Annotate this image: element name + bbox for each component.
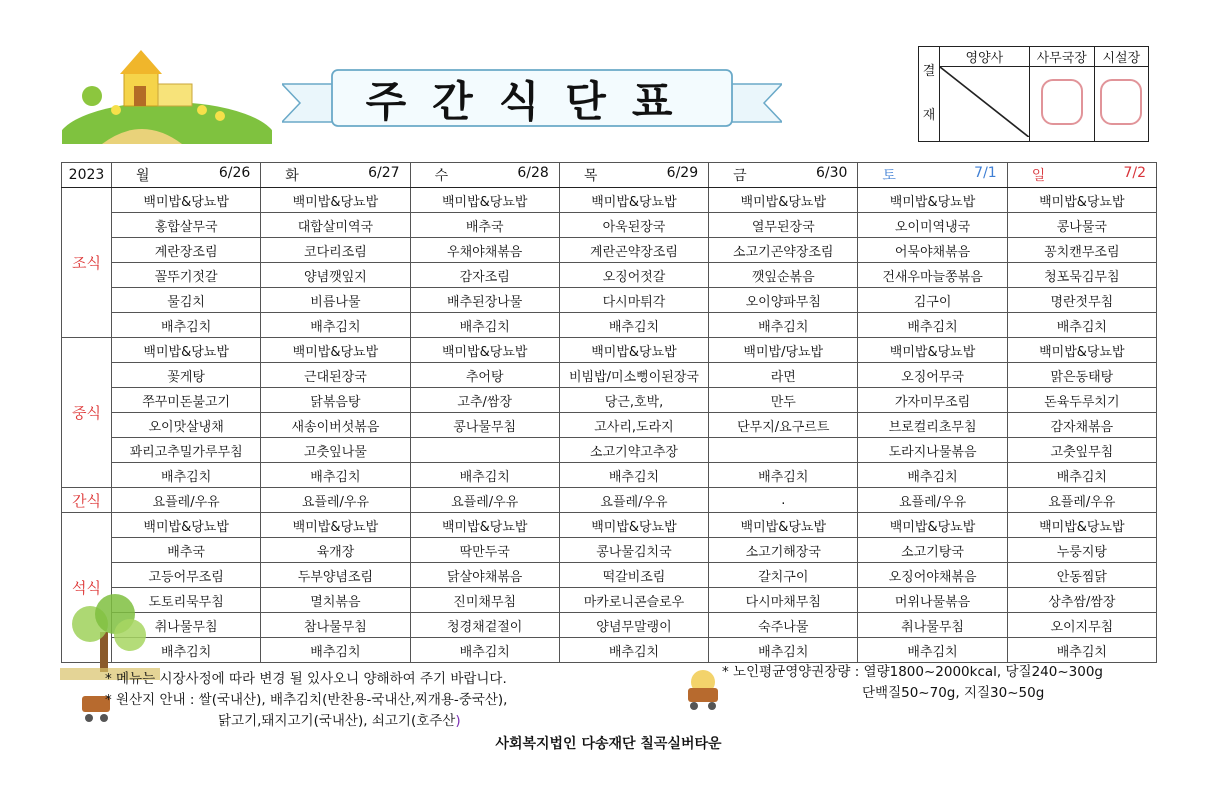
seal-stamp (1041, 79, 1083, 125)
menu-cell: 당근,호박, (559, 388, 708, 413)
menu-cell: 소고기곤약장조림 (709, 238, 858, 263)
menu-cell: 양념깻잎지 (261, 263, 410, 288)
menu-row-dinner (62, 613, 1157, 638)
menu-cell: 명란젓무침 (1007, 288, 1156, 313)
menu-cell: 오이미역냉국 (858, 213, 1007, 238)
menu-cell: 오이지무침 (1007, 613, 1156, 638)
menu-cell: 꽁치캔무조림 (1007, 238, 1156, 263)
menu-cell: 아욱된장국 (559, 213, 708, 238)
menu-cell: 우채야채볶음 (410, 238, 559, 263)
menu-cell: 양념무말랭이 (559, 613, 708, 638)
approval-header-dietitian: 영양사 (940, 47, 1030, 67)
menu-row-dinner (62, 638, 1157, 663)
menu-cell: 어묵야채볶음 (858, 238, 1007, 263)
menu-row-lunch (62, 463, 1157, 488)
menu-cell: 백미밥&당뇨밥 (559, 188, 708, 213)
menu-cell: 건새우마늘쫑볶음 (858, 263, 1007, 288)
menu-cell: 백미밥&당뇨밥 (1007, 513, 1156, 538)
menu-row-dinner (62, 588, 1157, 613)
menu-cell: . (709, 488, 858, 513)
menu-row-dinner (62, 513, 1157, 538)
menu-cell: 배추김치 (559, 313, 708, 338)
approval-side-label (919, 47, 940, 142)
menu-cell: 백미밥&당뇨밥 (1007, 338, 1156, 363)
menu-cell: 백미밥&당뇨밥 (410, 338, 559, 363)
menu-cell: 배추김치 (709, 463, 858, 488)
menu-cell: 고추/쌈장 (410, 388, 559, 413)
menu-cell: 요플레/우유 (1007, 488, 1156, 513)
menu-cell: 브로컬리초무침 (858, 413, 1007, 438)
house-illustration (62, 44, 272, 144)
menu-cell: 요플레/우유 (559, 488, 708, 513)
menu-cell: 비름나물 (261, 288, 410, 313)
menu-cell: 닭살야채볶음 (410, 563, 559, 588)
approval-slash-cell (940, 67, 1030, 142)
menu-cell: 상추쌈/쌈장 (1007, 588, 1156, 613)
category-breakfast: 조식 (62, 188, 112, 338)
approval-stamp-cell (1029, 67, 1094, 142)
note-nutrition: * 노인평균영양권장량 : 열량1800~2000kcal, 당질240~300g (722, 664, 1103, 680)
menu-cell: 꽈리고추밀가루무침 (112, 438, 261, 463)
menu-cell: 백미밥&당뇨밥 (858, 513, 1007, 538)
menu-cell: 백미밥&당뇨밥 (709, 188, 858, 213)
menu-cell: 배추김치 (112, 313, 261, 338)
menu-row-lunch (62, 388, 1157, 413)
menu-cell: 요플레/우유 (112, 488, 261, 513)
page-title: 주간식단표 (365, 77, 699, 126)
organization-name: 사회복지법인 다송재단 칠곡실버타운 (495, 736, 722, 752)
menu-cell: 배추김치 (1007, 638, 1156, 663)
slash-line (940, 67, 1029, 137)
menu-cell (709, 438, 858, 463)
menu-cell: 가자미무조림 (858, 388, 1007, 413)
menu-cell: 백미밥&당뇨밥 (112, 513, 261, 538)
menu-cell: 열무된장국 (709, 213, 858, 238)
menu-cell: 배추김치 (1007, 463, 1156, 488)
menu-cell: 두부양념조림 (261, 563, 410, 588)
menu-cell: 참나물무침 (261, 613, 410, 638)
day-header-sunday: 일 7/2 (1007, 163, 1156, 188)
menu-cell: 육개장 (261, 538, 410, 563)
menu-cell: 근대된장국 (261, 363, 410, 388)
menu-cell: 백미밥&당뇨밥 (858, 338, 1007, 363)
menu-cell: 백미밥/당뇨밥 (709, 338, 858, 363)
menu-cell: 요플레/우유 (858, 488, 1007, 513)
approval-side-2: 재 (922, 108, 936, 123)
day-header: 금 6/30 (709, 163, 858, 188)
menu-cell: 오징어무국 (858, 363, 1007, 388)
menu-cell: 머위나물볶음 (858, 588, 1007, 613)
table-header-row (62, 163, 1157, 188)
menu-cell: 배추김치 (261, 313, 410, 338)
menu-cell: 백미밥&당뇨밥 (559, 513, 708, 538)
note-menu-change: * 메뉴는 시장사정에 따라 변경 될 있사오니 양해하여 주기 바랍니다. (105, 671, 507, 687)
category-dinner: 석식 (62, 513, 112, 663)
category-snack: 간식 (62, 488, 112, 513)
menu-cell: 청포묵김무침 (1007, 263, 1156, 288)
menu-cell: 배추김치 (112, 638, 261, 663)
menu-cell: 취나물무침 (858, 613, 1007, 638)
menu-cell: 백미밥&당뇨밥 (559, 338, 708, 363)
menu-cell: 배추김치 (709, 638, 858, 663)
menu-cell: 딱만두국 (410, 538, 559, 563)
menu-row-lunch (62, 363, 1157, 388)
menu-cell: 백미밥&당뇨밥 (261, 338, 410, 363)
menu-cell: 대합살미역국 (261, 213, 410, 238)
year-cell: 2023 (62, 163, 112, 188)
day-header: 수 6/28 (410, 163, 559, 188)
menu-cell: 백미밥&당뇨밥 (261, 188, 410, 213)
note-origin-meat (218, 709, 461, 729)
cart-illustration (682, 668, 724, 712)
menu-cell: 백미밥&당뇨밥 (1007, 188, 1156, 213)
menu-row-lunch (62, 413, 1157, 438)
menu-cell: 백미밥&당뇨밥 (709, 513, 858, 538)
menu-cell: 멸치볶음 (261, 588, 410, 613)
menu-cell: 마카로니콘슬로우 (559, 588, 708, 613)
menu-cell: 맑은동태탕 (1007, 363, 1156, 388)
menu-cell: 다시마튀각 (559, 288, 708, 313)
menu-row-dinner (62, 538, 1157, 563)
menu-cell: 백미밥&당뇨밥 (858, 188, 1007, 213)
note-origin: * 원산지 안내 : 쌀(국내산), 배추김치(반찬용-국내산,찌개용-중국산), (105, 692, 508, 708)
menu-cell: 백미밥&당뇨밥 (410, 513, 559, 538)
menu-cell: 배추김치 (559, 463, 708, 488)
menu-cell: 오이양파무침 (709, 288, 858, 313)
menu-cell: 오이맛살냉채 (112, 413, 261, 438)
menu-cell: 안동찜닭 (1007, 563, 1156, 588)
menu-cell: 새송이버섯볶음 (261, 413, 410, 438)
menu-row-breakfast (62, 313, 1157, 338)
menu-cell: 백미밥&당뇨밥 (112, 188, 261, 213)
menu-row-breakfast (62, 238, 1157, 263)
menu-cell: 배추김치 (559, 638, 708, 663)
menu-cell: 계란곤약장조림 (559, 238, 708, 263)
menu-cell: 단무지/요구르트 (709, 413, 858, 438)
menu-cell: 배추된장나물 (410, 288, 559, 313)
menu-cell: 깻잎순볶음 (709, 263, 858, 288)
approval-side-1: 결 (922, 63, 936, 79)
menu-cell: 쭈꾸미돈불고기 (112, 388, 261, 413)
menu-cell: 감자채볶음 (1007, 413, 1156, 438)
menu-cell: 돈육두루치기 (1007, 388, 1156, 413)
day-header: 월 6/26 (112, 163, 261, 188)
menu-cell: 배추김치 (410, 313, 559, 338)
menu-cell: 숙주나물 (709, 613, 858, 638)
approval-header-director: 시설장 (1094, 47, 1148, 67)
menu-cell: 오징어젓갈 (559, 263, 708, 288)
menu-cell: 배추국 (112, 538, 261, 563)
note-origin-meat-text: 닭고기,돼지고기(국내산), 쇠고기(호주산 (218, 713, 456, 729)
weekly-menu-table (61, 162, 1157, 663)
day-header: 목 6/29 (559, 163, 708, 188)
menu-cell: 배추김치 (858, 638, 1007, 663)
menu-cell: 김구이 (858, 288, 1007, 313)
menu-row-snack (62, 488, 1157, 513)
menu-cell (410, 438, 559, 463)
menu-row-breakfast (62, 288, 1157, 313)
menu-cell: 떡갈비조림 (559, 563, 708, 588)
menu-cell: 도라지나물볶음 (858, 438, 1007, 463)
menu-cell: 배추국 (410, 213, 559, 238)
note-origin-meat-paren: ) (455, 713, 461, 729)
menu-cell: 콩나물김치국 (559, 538, 708, 563)
menu-row-lunch (62, 338, 1157, 363)
menu-cell: 배추김치 (261, 638, 410, 663)
menu-cell: 코다리조림 (261, 238, 410, 263)
menu-cell: 소고기해장국 (709, 538, 858, 563)
menu-row-breakfast (62, 188, 1157, 213)
menu-cell: 고춧잎나물 (261, 438, 410, 463)
menu-cell: 누룽지탕 (1007, 538, 1156, 563)
menu-cell: 배추김치 (410, 463, 559, 488)
menu-cell: 배추김치 (858, 313, 1007, 338)
menu-cell: 고등어무조림 (112, 563, 261, 588)
menu-cell: 물김치 (112, 288, 261, 313)
menu-cell: 닭볶음탕 (261, 388, 410, 413)
menu-cell: 감자조림 (410, 263, 559, 288)
menu-cell: 꼴뚜기젓갈 (112, 263, 261, 288)
menu-cell: 배추김치 (858, 463, 1007, 488)
menu-row-breakfast (62, 213, 1157, 238)
menu-cell: 꽃게탕 (112, 363, 261, 388)
menu-cell: 계란장조림 (112, 238, 261, 263)
menu-cell: 만두 (709, 388, 858, 413)
menu-cell: 소고기약고추장 (559, 438, 708, 463)
menu-cell: 백미밥&당뇨밥 (261, 513, 410, 538)
menu-cell: 배추김치 (709, 313, 858, 338)
note-nutrition-2: 단백질50~70g, 지질30~50g (862, 685, 1045, 701)
menu-cell: 배추김치 (261, 463, 410, 488)
menu-cell: 진미채무침 (410, 588, 559, 613)
menu-cell: 도토리묵무침 (112, 588, 261, 613)
menu-cell: 취나물무침 (112, 613, 261, 638)
menu-row-dinner (62, 563, 1157, 588)
day-header-saturday: 토 7/1 (858, 163, 1007, 188)
menu-row-lunch (62, 438, 1157, 463)
menu-cell: 콩나물무침 (410, 413, 559, 438)
menu-body (62, 188, 1157, 663)
menu-cell: 요플레/우유 (261, 488, 410, 513)
menu-cell: 추어탕 (410, 363, 559, 388)
menu-cell: 오징어야채볶음 (858, 563, 1007, 588)
menu-cell: 배추김치 (1007, 313, 1156, 338)
approval-stamp-cell (1094, 67, 1148, 142)
menu-cell: 고춧잎무침 (1007, 438, 1156, 463)
menu-cell: 비빔밥/미소뻥이된장국 (559, 363, 708, 388)
menu-cell: 라면 (709, 363, 858, 388)
menu-cell: 배추김치 (410, 638, 559, 663)
menu-cell: 콩나물국 (1007, 213, 1156, 238)
menu-row-breakfast (62, 263, 1157, 288)
menu-cell: 요플레/우유 (410, 488, 559, 513)
menu-cell: 백미밥&당뇨밥 (112, 338, 261, 363)
category-lunch: 중식 (62, 338, 112, 488)
menu-cell: 다시마채무침 (709, 588, 858, 613)
menu-cell: 고사리,도라지 (559, 413, 708, 438)
approval-box (918, 46, 1149, 142)
day-header: 화 6/27 (261, 163, 410, 188)
menu-cell: 갈치구이 (709, 563, 858, 588)
menu-cell: 배추김치 (112, 463, 261, 488)
approval-header-manager: 사무국장 (1029, 47, 1094, 67)
menu-cell: 청경채겉절이 (410, 613, 559, 638)
seal-stamp (1100, 79, 1142, 125)
menu-cell: 백미밥&당뇨밥 (410, 188, 559, 213)
menu-cell: 소고기탕국 (858, 538, 1007, 563)
menu-cell: 홍합살무국 (112, 213, 261, 238)
